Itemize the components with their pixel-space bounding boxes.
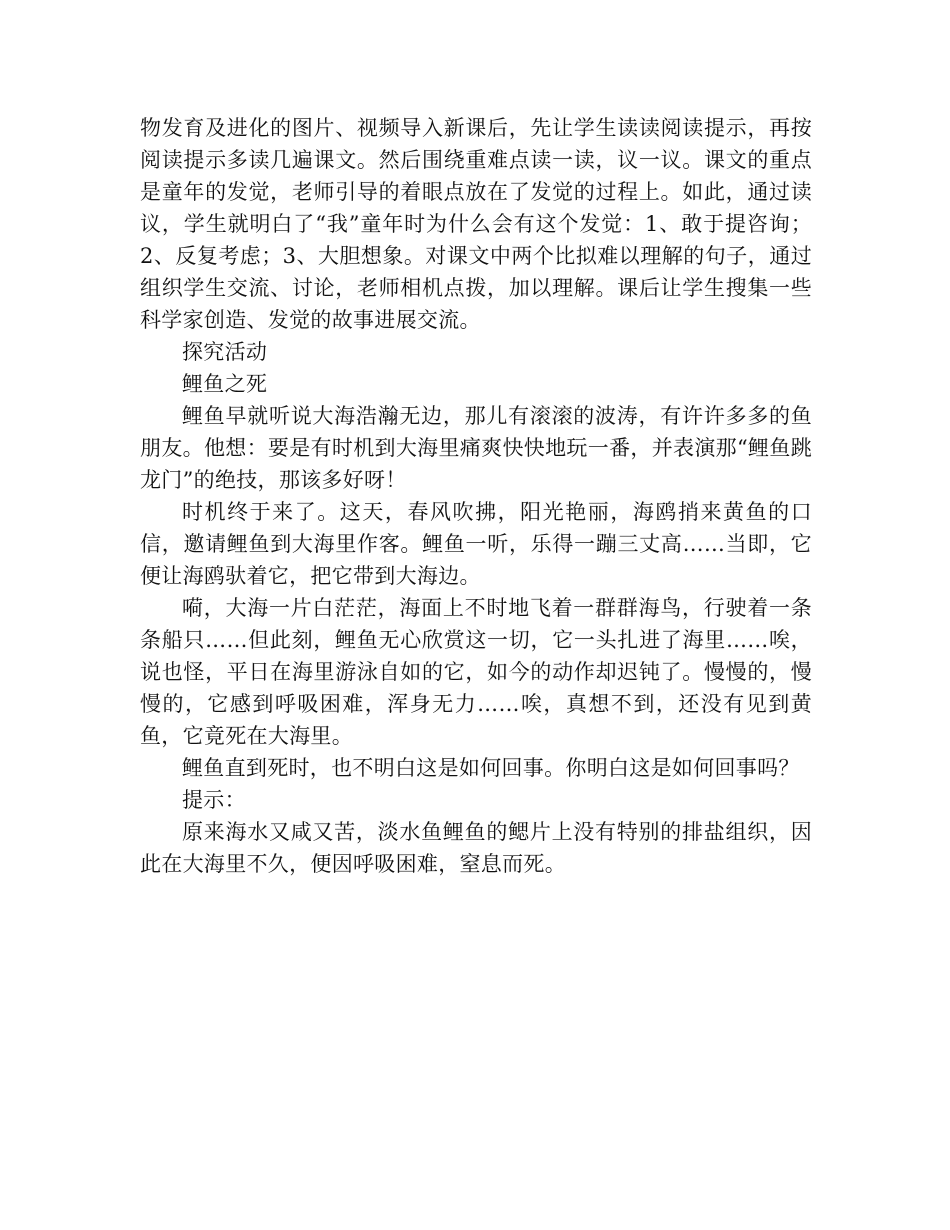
story-question: 鲤鱼直到死时，也不明白这是如何回事。你明白这是如何回事吗？	[182, 756, 800, 780]
story-paragraph: 鲤鱼早就听说大海浩瀚无边，那儿有滚滚的波涛，有许许多多的鱼朋友。他想：要是有时机到大海里痛爽快快地玩一番，并表演那“鲤鱼跳龙门”的绝技，那该多好呀！	[140, 404, 812, 492]
hint-label: 提示：	[182, 788, 246, 812]
section-heading-inquiry-activity: 探究活动	[182, 340, 268, 364]
hint-answer: 原来海水又咸又苦，淡水鱼鲤鱼的鳃片上没有特别的排盐组织，因此在大海里不久，便因呼吸困难，窒息而死。	[140, 820, 812, 876]
story-paragraph: 嗬，大海一片白茫茫，海面上不时地飞着一群群海鸟，行驶着一条条船只……但此刻，鲤鱼无心欣赏这一切，它一头扎进了海里……唉，说也怪，平日在海里游泳自如的它，如今的动作却迟钝了。慢慢的，慢慢的，它感到呼吸困难，浑身无力……唉，真想不到，还没有见到黄鱼，它竟死在大海里。	[140, 596, 812, 748]
story-paragraph: 时机终于来了。这天，春风吹拂，阳光艳丽，海鸥捎来黄鱼的口信，邀请鲤鱼到大海里作客。鲤鱼一听，乐得一蹦三丈高……当即，它便让海鸥驮着它，把它带到大海边。	[140, 500, 812, 588]
story-title: 鲤鱼之死	[182, 372, 268, 396]
paragraph-lesson-notes: 物发育及进化的图片、视频导入新课后，先让学生读读阅读提示，再按阅读提示多读几遍课文。然后围绕重难点读一读，议一议。课文的重点是童年的发觉，老师引导的着眼点放在了发觉的过程上。如此，通过读议，学生就明白了“我”童年时为什么会有这个发觉：1、敢于提咨询；2、反复考虑；3、大胆想象。对课文中两个比拟难以理解的句子，通过组织学生交流、讨论，老师相机点拨，加以理解。课后让学生搜集一些科学家创造、发觉的故事进展交流。	[140, 116, 812, 332]
document-body	[140, 112, 812, 880]
